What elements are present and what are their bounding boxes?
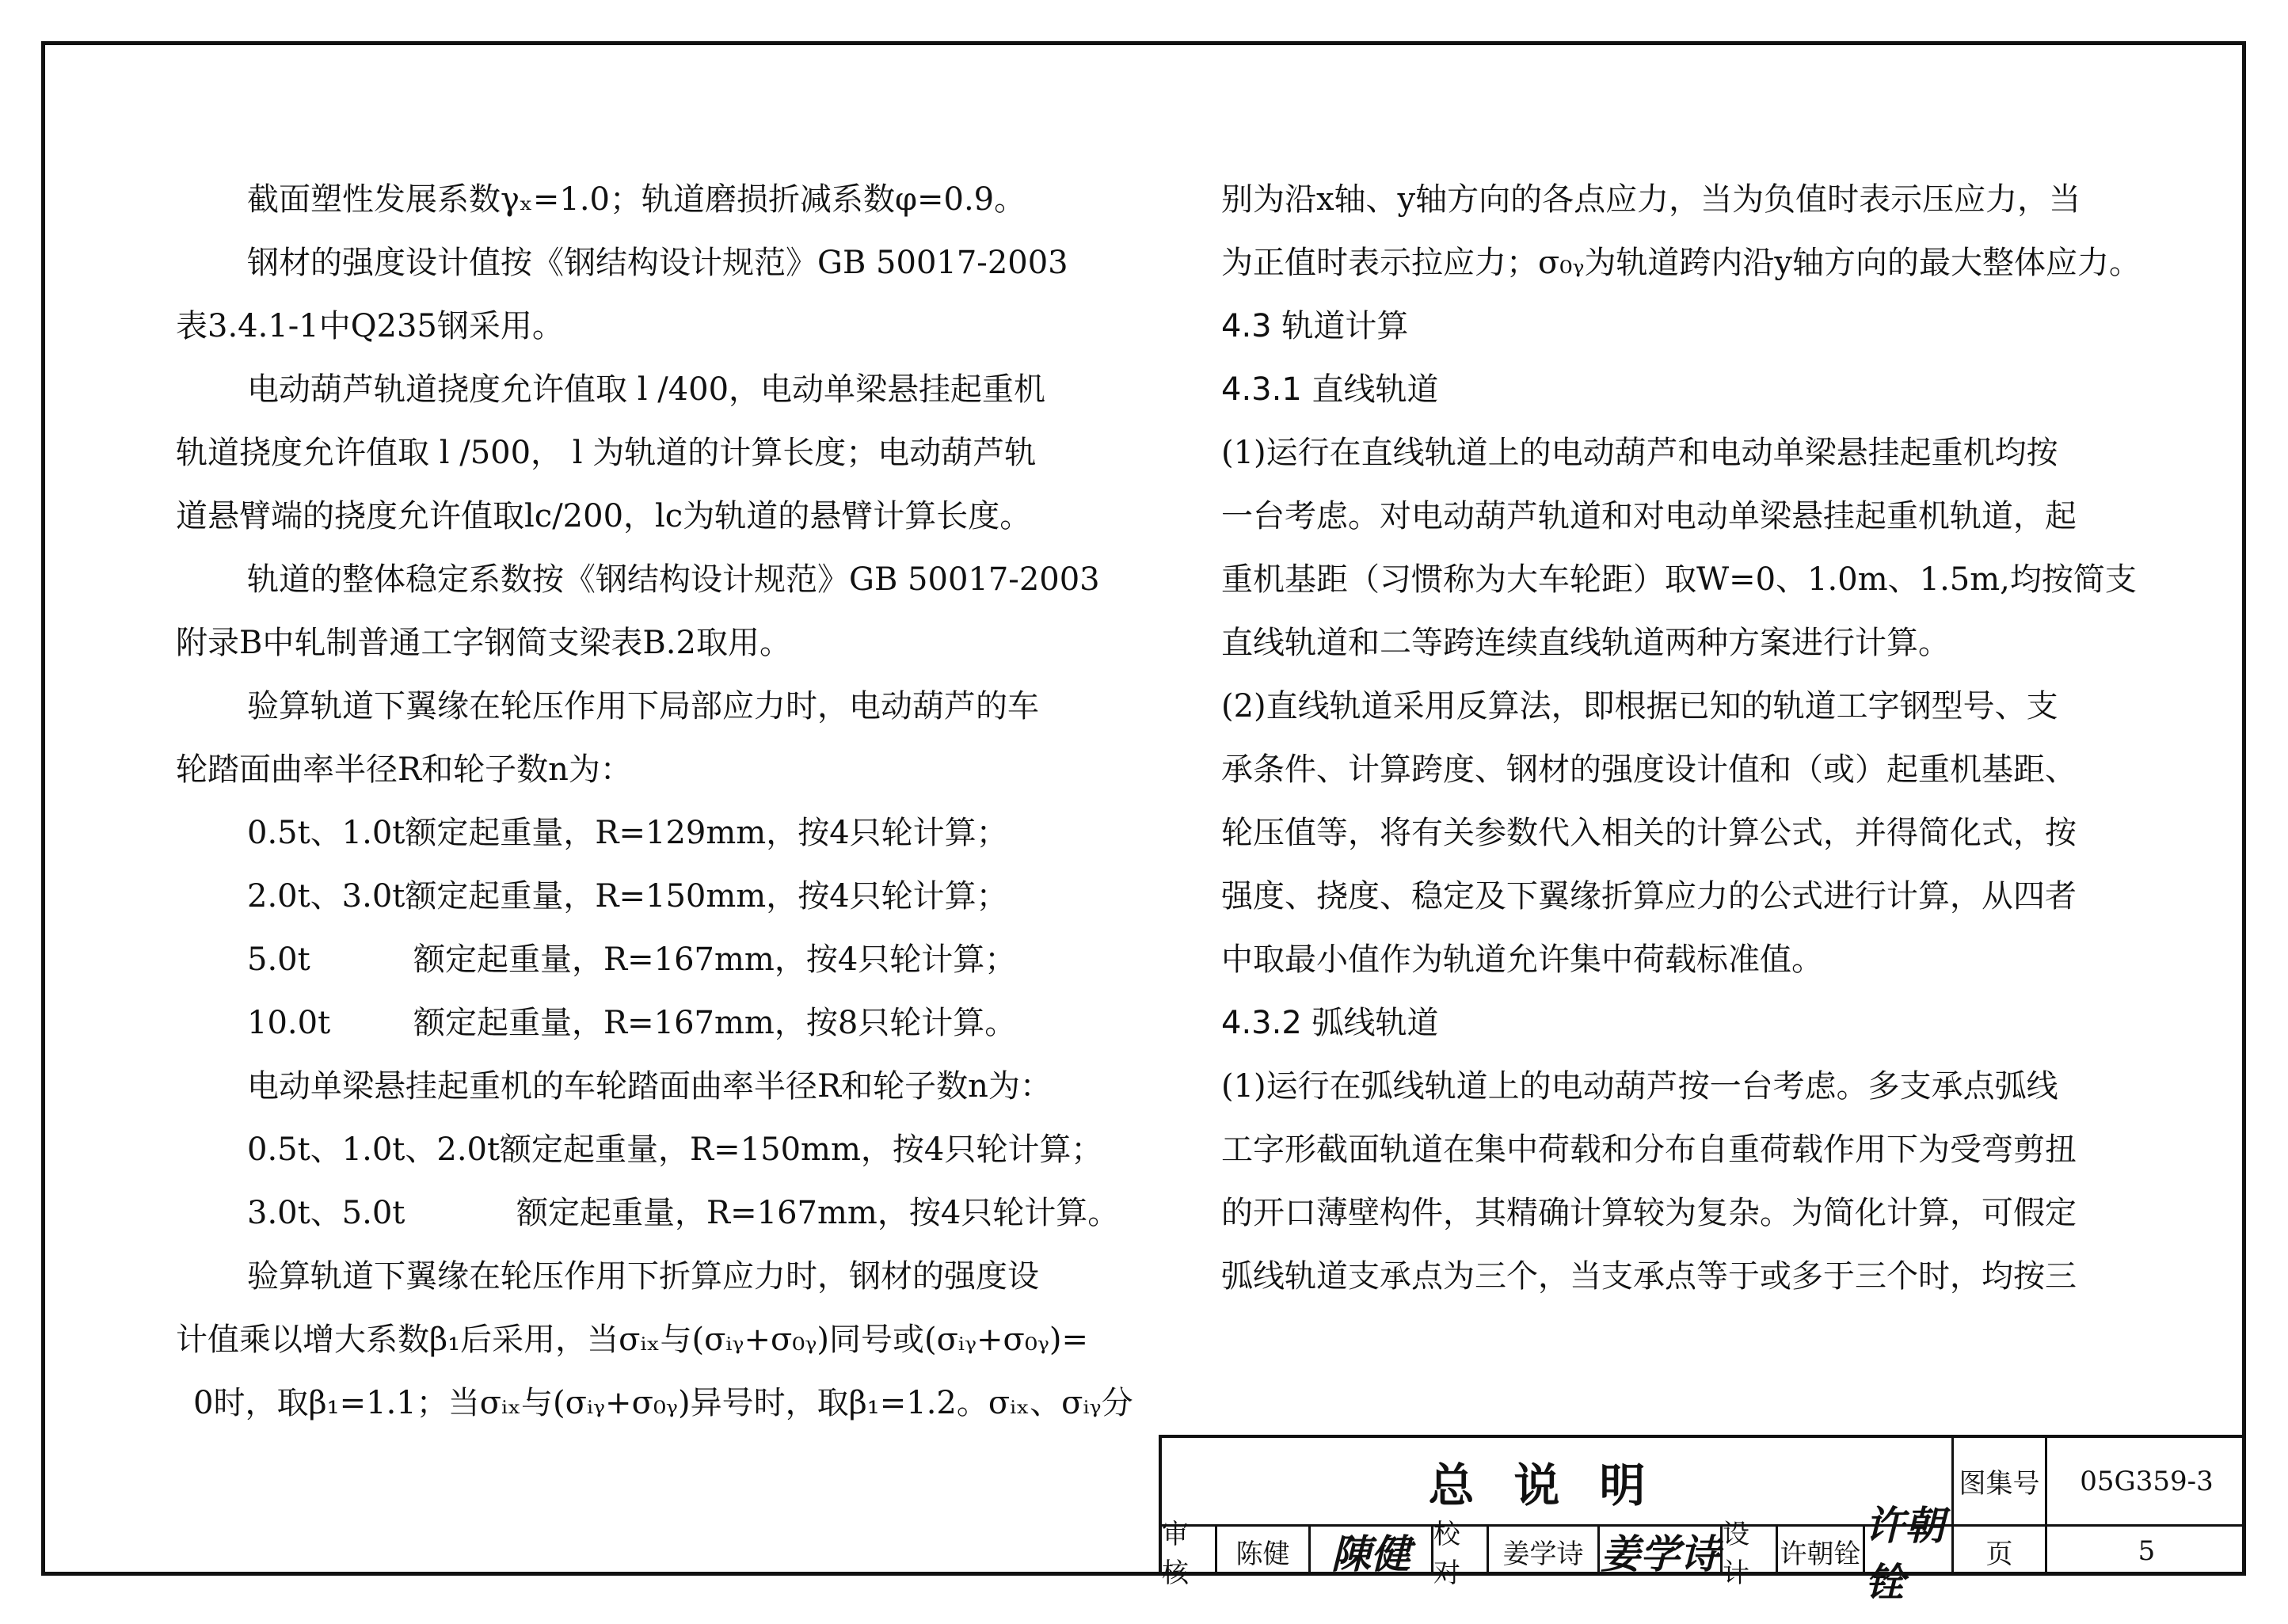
page-number: 5 — [2138, 1535, 2156, 1567]
paragraph-line: 直线轨道和二等跨连续直线轨道两种方案进行计算。 — [1221, 625, 1950, 661]
paragraph-line: 为正值时表示拉应力；σ₀ᵧ为轨道跨内沿y轴方向的最大整体应力。 — [1221, 245, 2141, 281]
paragraph-line: (1)运行在直线轨道上的电动葫芦和电动单梁悬挂起重机均按 — [1221, 435, 2058, 471]
paragraph-line: 轨道挠度允许值取 l /500， l 为轨道的计算长度；电动葫芦轨 — [176, 435, 1037, 471]
paragraph-line: 计值乘以增大系数β₁后采用，当σᵢₓ与(σᵢᵧ+σ₀ᵧ)同号或(σᵢᵧ+σ₀ᵧ)= — [176, 1322, 1089, 1358]
paragraph-line: 表3.4.1-1中Q235钢采用。 — [176, 308, 564, 344]
paragraph-line: 电动单梁悬挂起重机的车轮踏面曲率半径R和轮子数n为： — [247, 1068, 1052, 1105]
paragraph-line: 轮踏面曲率半径R和轮子数n为： — [176, 751, 632, 788]
list-item — [176, 928, 1087, 991]
paragraph-line: 弧线轨道支承点为三个，当支承点等于或多于三个时，均按三 — [1221, 1258, 2077, 1295]
review-label: 审核 — [1162, 1527, 1217, 1576]
capacity-label: 10.0t — [247, 1005, 331, 1041]
subsection-heading: 4.3.2 弧线轨道 — [1221, 1005, 1439, 1041]
drawing-title: 总说明 — [1162, 1438, 1954, 1527]
paragraph-line: 别为沿x轴、y轴方向的各点应力，当为负值时表示压应力，当 — [1221, 181, 2081, 218]
capacity-detail: 额定起重量，R=167mm，按4只轮计算。 — [516, 1195, 1120, 1231]
paragraph-line: 一台考虑。对电动葫芦轨道和对电动单梁悬挂起重机轨道，起 — [1221, 498, 2077, 534]
paragraph-line: 验算轨道下翼缘在轮压作用下折算应力时，钢材的强度设 — [247, 1258, 1039, 1295]
left-text-column — [176, 168, 1133, 1435]
reviewer-name: 陈健 — [1217, 1527, 1311, 1576]
title-block — [1159, 1435, 2246, 1606]
paragraph-line: 强度、挠度、稳定及下翼缘折算应力的公式进行计算，从四者 — [1221, 878, 2077, 915]
capacity-detail: 额定起重量，R=167mm，按4只轮计算； — [413, 941, 1017, 978]
paragraph-line: 附录B中轧制普通工字钢简支梁表B.2取用。 — [176, 625, 791, 661]
paragraph-line: 的开口薄壁构件，其精确计算较为复杂。为简化计算，可假定 — [1221, 1195, 2077, 1231]
list-item — [176, 1181, 1120, 1245]
designer-signature: 许朝铨 — [1865, 1527, 1954, 1576]
paragraph-line: 承条件、计算跨度、钢材的强度设计值和（或）起重机基距、 — [1221, 751, 2077, 788]
paragraph-line: 验算轨道下翼缘在轮压作用下局部应力时，电动葫芦的车 — [247, 688, 1039, 725]
capacity-label: 5.0t — [247, 941, 310, 978]
reviewer-signature: 陳健 — [1311, 1527, 1433, 1576]
paragraph-line: 0时，取β₁=1.1；当σᵢₓ与(σᵢᵧ+σ₀ᵧ)异号时，取β₁=1.2。σᵢₓ、σᵢᵧ分 — [193, 1385, 1133, 1421]
designer-name: 许朝铨 — [1778, 1527, 1865, 1576]
atlas-number: 05G359-3 — [2047, 1438, 2246, 1527]
paragraph-line: 轨道的整体稳定系数按《钢结构设计规范》GB 50017-2003 — [247, 561, 1100, 598]
list-item: 0.5t、1.0t额定起重量，R=129mm，按4只轮计算； — [247, 815, 1008, 851]
capacity-label: 3.0t、5.0t — [247, 1195, 405, 1231]
paragraph-line: 中取最小值作为轨道允许集中荷载标准值。 — [1221, 941, 1823, 978]
atlas-number-label: 图集号 — [1954, 1438, 2047, 1527]
check-label: 校对 — [1433, 1527, 1489, 1576]
section-heading: 4.3 轨道计算 — [1221, 308, 1409, 344]
paragraph-line: (2)直线轨道采用反算法，即根据已知的轨道工字钢型号、支 — [1221, 688, 2058, 725]
list-item: 0.5t、1.0t、2.0t额定起重量，R=150mm，按4只轮计算； — [247, 1131, 1103, 1168]
design-label: 设计 — [1723, 1527, 1778, 1576]
checker-name: 姜学诗 — [1489, 1527, 1600, 1576]
list-item: 2.0t、3.0t额定起重量，R=150mm，按4只轮计算； — [247, 878, 1008, 915]
capacity-detail: 额定起重量，R=167mm，按8只轮计算。 — [413, 1005, 1017, 1041]
paragraph-line: 道悬臂端的挠度允许值取lc/200，lc为轨道的悬臂计算长度。 — [176, 498, 1032, 534]
paragraph-line: 钢材的强度设计值按《钢结构设计规范》GB 50017-2003 — [247, 245, 1068, 281]
checker-signature: 姜学诗 — [1600, 1527, 1723, 1576]
subsection-heading: 4.3.1 直线轨道 — [1221, 371, 1439, 408]
right-text-column — [1221, 168, 2141, 1308]
page-label: 页 — [1954, 1527, 2047, 1576]
paragraph-line: 电动葫芦轨道挠度允许值取 l /400，电动单梁悬挂起重机 — [247, 371, 1046, 408]
paragraph-line: 重机基距（习惯称为大车轮距）取W=0、1.0m、1.5m,均按简支 — [1221, 561, 2137, 598]
paragraph-line: 截面塑性发展系数γₓ=1.0；轨道磨损折减系数φ=0.9。 — [247, 181, 1026, 218]
list-item — [176, 991, 1087, 1055]
paragraph-line: 轮压值等，将有关参数代入相关的计算公式，并得简化式，按 — [1221, 815, 2077, 851]
paragraph-line: 工字形截面轨道在集中荷载和分布自重荷载作用下为受弯剪扭 — [1221, 1131, 2077, 1168]
paragraph-line: (1)运行在弧线轨道上的电动葫芦按一台考虑。多支承点弧线 — [1221, 1068, 2058, 1105]
